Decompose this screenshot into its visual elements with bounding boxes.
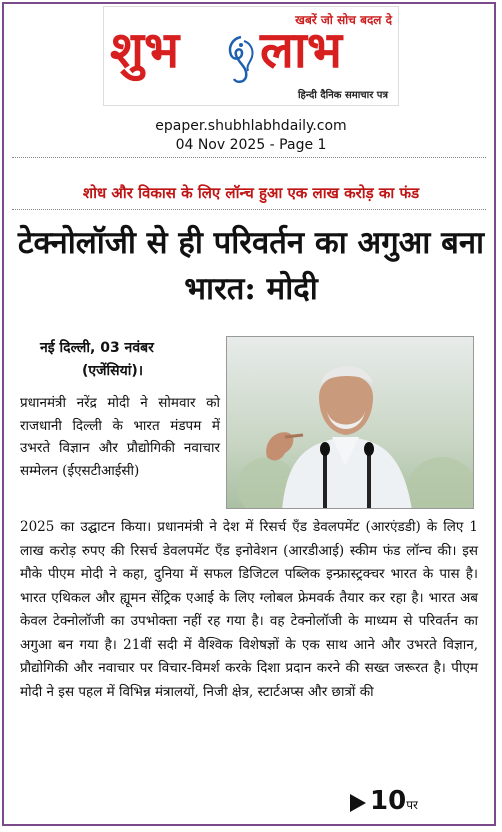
masthead-subtag: हिन्दी दैनिक समाचार पत्र [297,90,388,101]
play-arrow-icon [350,794,366,812]
dateline-place-date: नई दिल्ली, 03 नवंबर [40,340,154,356]
article-headline: टेक्नोलॉजी से ही परिवर्तन का अगुआ बना भारत: मोदी [17,225,485,307]
continued-page-number: 10 [370,786,407,816]
continued-suffix: पर [406,798,418,812]
edition-date-page: 04 Nov 2025 - Page 1 [175,137,327,153]
dateline-source: (एजेंसियां)। [82,363,144,379]
article-body-main: 2025 का उद्घाटन किया। प्रधानमंत्री ने देश में रिसर्च ऍंड डेवलपमेंट (आरएंडडी) के लिए 1 लाख करोड़ रुपए की रिसर्च डेवलपमेंट ऍंड इनोवेशन (आरडीआई) स्कीम फंड लॉन्च की। इस मौके पीएम मोदी ने कहा, दुनिया में सफल डिजिटल पब्लिक इन्फ्रास्ट्रक्चर भारत के पास है। भारत एथिकल और ह्यूमन सेंट्रिक एआई के लिए ग्लोबल फ्रेमवर्क तैयार कर रहा है। भारत अब केवल टेक्नोलॉजी का उपभोक्ता नहीं रह गया है। वह टेक्नोलॉजी के माध्यम से परिवर्तन का अगुआ बन गया है। 21वीं सदी में वैश्विक विशेषज्ञों के एक साथ आने और उभरते विज्ञान, प्रौद्योगिकी और नवाचार पर विचार-विमर्श करके दिशा प्रदान करने की सख्त जरूरत है। पीएम मोदी ने इस पहल में विभिन्न मंत्रालयों, निजी क्षेत्र, स्टार्टअप्स और छात्रों की [20,519,478,700]
article-photo [226,336,474,509]
masthead-logo [103,6,399,106]
continued-marker [350,786,418,816]
masthead-tagline: खबरें जो सोच बदल दे [295,13,392,27]
article-body-intro: प्रधानमंत्री नरेंद्र मोदी ने सोमवार को राजधानी दिल्ली के भारत मंडपम में उभरते विज्ञान और प्रौद्योगिकी नवाचार सम्मेलन (ईएसटीआईसी) [20,395,220,479]
brand-name-right: लाभ [260,20,342,79]
brand-name-left: शुभ [110,20,180,79]
article-dateline [40,337,154,383]
divider [12,209,486,210]
article-kicker: शोध और विकास के लिए लॉन्च हुआ एक लाख करोड़ का फंड [82,184,420,202]
divider [12,157,486,158]
ganesh-icon [222,33,260,87]
site-url: epaper.shubhlabhdaily.com [155,118,347,134]
